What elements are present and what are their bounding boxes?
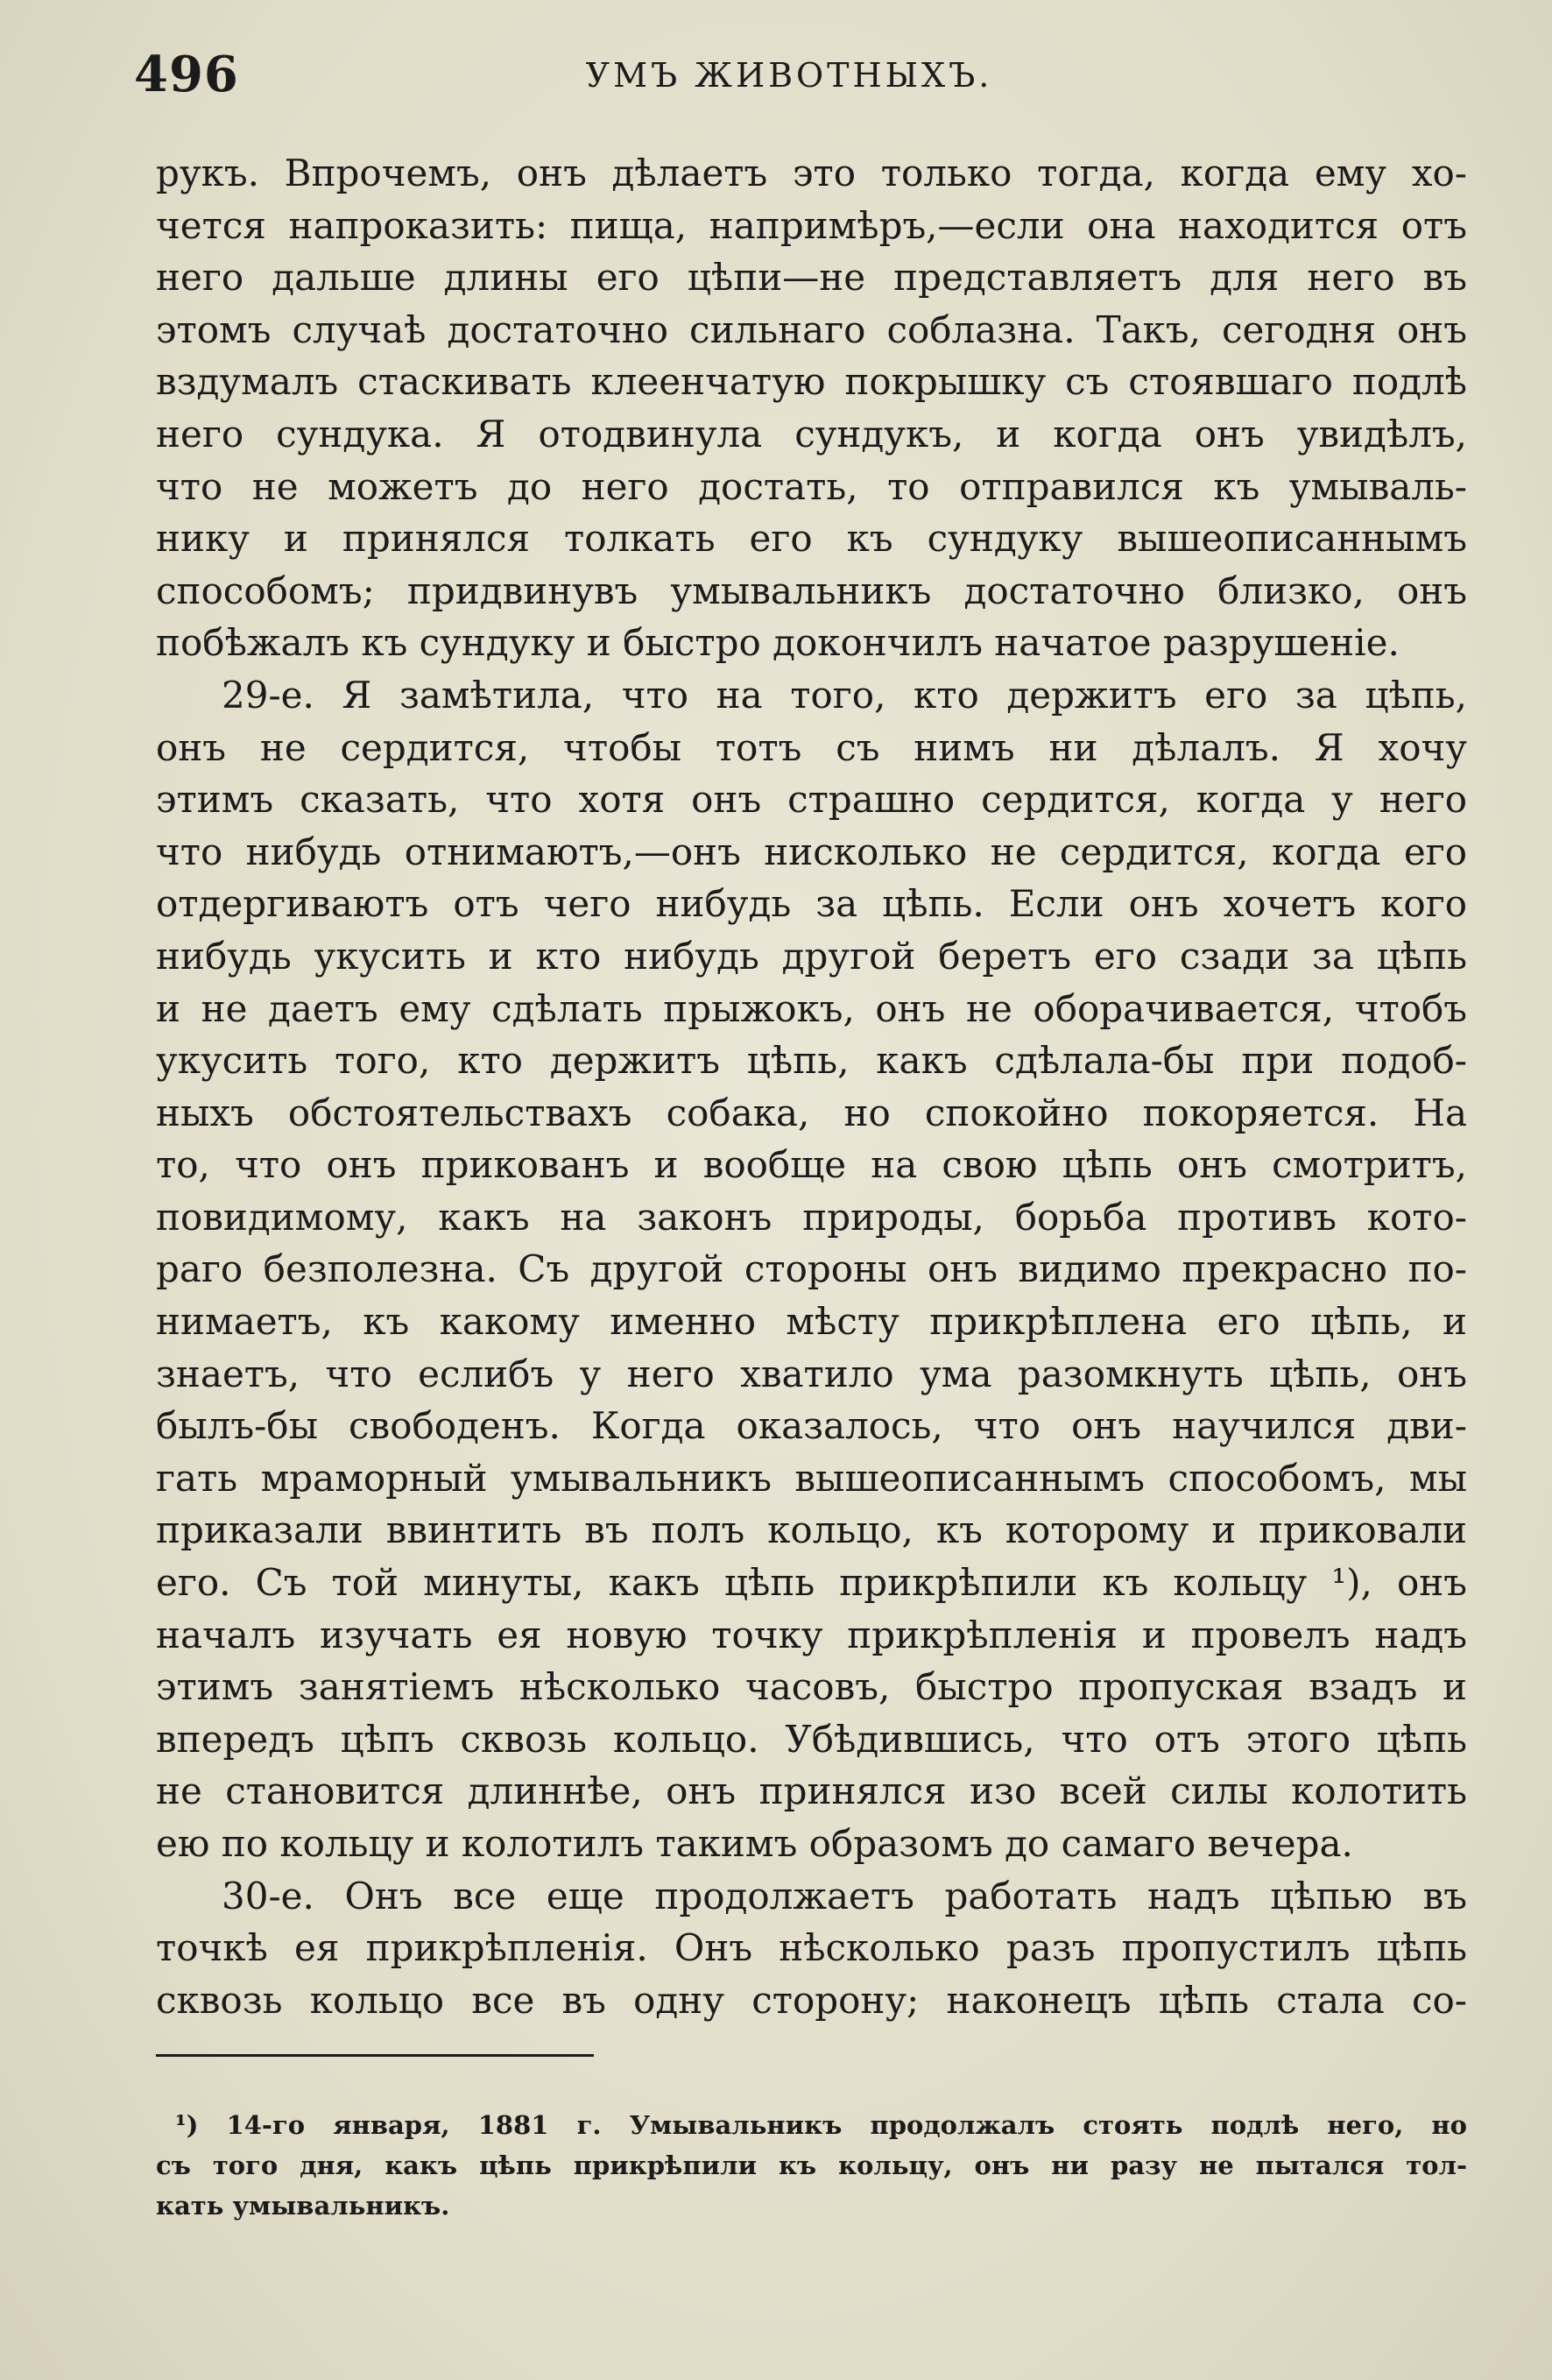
text-line: этимъ занятіемъ нѣсколько часовъ, быстро пропуская взадъ и (156, 1665, 1467, 1709)
text-line: нику и принялся толкать его къ сундуку вышеописаннымъ (156, 517, 1467, 561)
text-line: былъ-бы свободенъ. Когда оказалось, что онъ научился дви- (156, 1404, 1467, 1448)
text-line: ныхъ обстоятельствахъ собака, но спокойно покоряется. На (156, 1091, 1467, 1134)
text-line: что нибудь отнимаютъ,—онъ нисколько не сердится, когда его (156, 830, 1467, 873)
footnote-divider (156, 2054, 594, 2057)
text-line: 29-е. Я замѣтила, что на того, кто держитъ его за цѣпь, (222, 673, 1467, 717)
running-head: УМЪ ЖИВОТНЫХЪ. (585, 56, 993, 95)
text-line: то, что онъ прикованъ и вообще на свою цѣпь онъ смотритъ, (156, 1143, 1467, 1187)
text-line: ею по кольцу и колотилъ такимъ образомъ до самаго вечера. (156, 1822, 1353, 1865)
text-line: него сундука. Я отодвинула сундукъ, и когда онъ увидѣлъ, (156, 412, 1467, 456)
text-line: его. Съ той минуты, какъ цѣпь прикрѣпили къ кольцу ¹), онъ (156, 1561, 1467, 1605)
text-line: раго безполезна. Съ другой стороны онъ видимо прекрасно по- (156, 1247, 1467, 1291)
text-line: этомъ случаѣ достаточно сильнаго соблазна. Такъ, сегодня онъ (156, 307, 1467, 351)
text-line: онъ не сердится, чтобы тотъ съ нимъ ни дѣлалъ. Я хочу (156, 725, 1467, 769)
text-line: точкѣ ея прикрѣпленія. Онъ нѣсколько разъ пропустилъ цѣпь (156, 1926, 1467, 1970)
footnote (156, 2105, 1467, 2226)
footnote-line: кать умывальникъ. (156, 2191, 450, 2221)
text-line: приказали ввинтить въ полъ кольцо, къ которому и приковали (156, 1508, 1467, 1552)
text-line: что не можетъ до него достать, то отправился къ умываль- (156, 464, 1467, 508)
text-line: не становится длиннѣе, онъ принялся изо всей силы колотить (156, 1769, 1467, 1813)
text-line: укусить того, кто держитъ цѣпь, какъ сдѣлала-бы при подоб- (156, 1039, 1467, 1083)
text-line: сквозь кольцо все въ одну сторону; наконецъ цѣпь стала со- (156, 1978, 1467, 2022)
text-line: 30-е. Онъ все еще продолжаетъ работать надъ цѣпью въ (222, 1874, 1467, 1917)
footnote-line: ¹) 14-го января, 1881 г. Умывальникъ продолжалъ стоять подлѣ него, но (175, 2110, 1467, 2140)
text-line: побѣжалъ къ сундуку и быстро докончилъ начатое разрушеніе. (156, 621, 1400, 665)
text-line: началъ изучать ея новую точку прикрѣпленія и провелъ надъ (156, 1613, 1467, 1656)
text-line: вздумалъ стаскивать клеенчатую покрышку съ стоявшаго подлѣ (156, 360, 1467, 404)
text-line: способомъ; придвинувъ умывальникъ достаточно близко, онъ (156, 569, 1467, 612)
text-line: отдергиваютъ отъ чего нибудь за цѣпь. Если онъ хочетъ кого (156, 882, 1467, 926)
text-line: нибудь укусить и кто нибудь другой беретъ его сзади за цѣпь (156, 934, 1467, 978)
text-line: этимъ сказать, что хотя онъ страшно сердится, когда у него (156, 778, 1467, 822)
footnote-line: съ того дня, какъ цѣпь прикрѣпили къ кольцу, онъ ни разу не пытался тол- (156, 2150, 1467, 2180)
text-line: него дальше длины его цѣпи—не представляетъ для него въ (156, 256, 1467, 300)
text-line: и не даетъ ему сдѣлать прыжокъ, онъ не оборачивается, чтобъ (156, 986, 1467, 1030)
text-line: нимаетъ, къ какому именно мѣсту прикрѣплена его цѣпь, и (156, 1300, 1467, 1344)
main-text (156, 147, 1467, 2026)
text-line: повидимому, какъ на законъ природы, борьба противъ кото- (156, 1195, 1467, 1239)
text-line: знаетъ, что еслибъ у него хватило ума разомкнуть цѣпь, онъ (156, 1352, 1467, 1395)
text-line: чется напроказить: пища, напримѣръ,—если она находится отъ (156, 203, 1467, 247)
text-line: рукъ. Впрочемъ, онъ дѣлаетъ это только тогда, когда ему хо- (156, 152, 1467, 194)
page-number: 496 (134, 46, 239, 103)
text-line: гать мраморный умывальникъ вышеописаннымъ способомъ, мы (156, 1456, 1467, 1500)
text-line: впередъ цѣпъ сквозь кольцо. Убѣдившись, что отъ этого цѣпь (156, 1717, 1467, 1761)
